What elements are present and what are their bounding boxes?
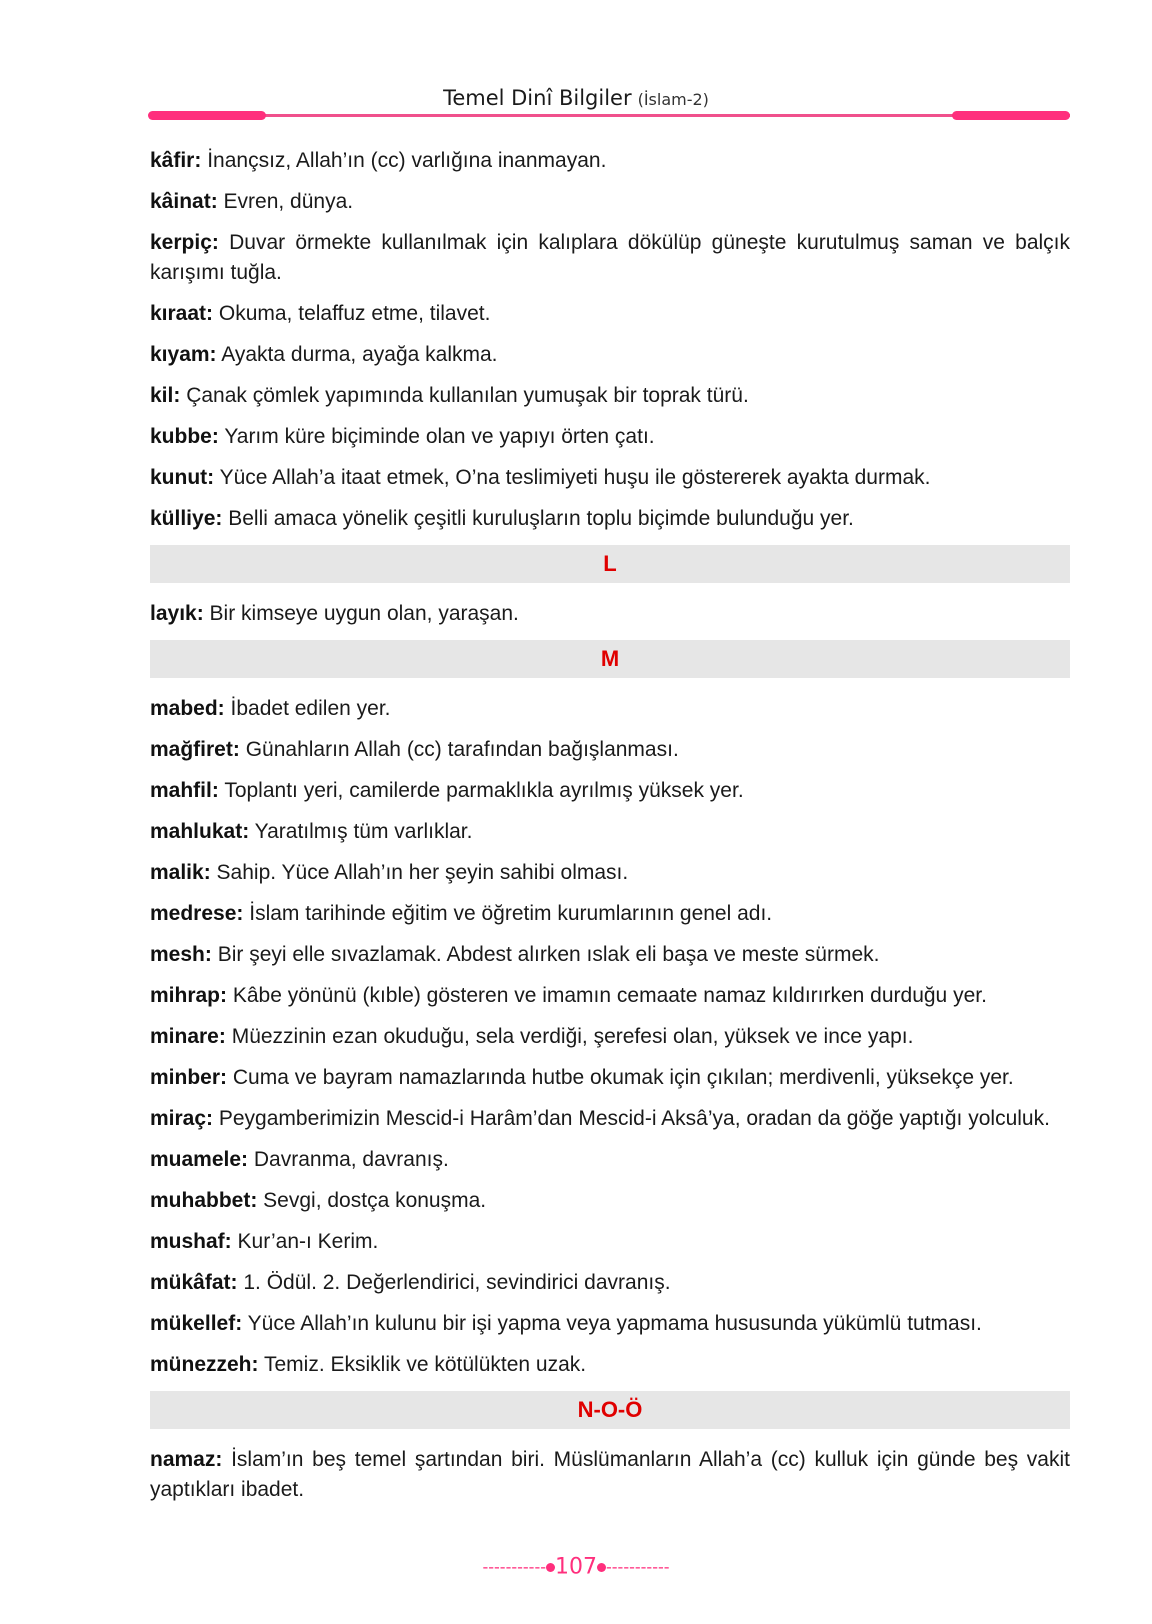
glossary-definition: Okuma, telaffuz etme, tilavet. — [218, 302, 491, 325]
glossary-entry — [150, 1445, 1070, 1505]
glossary-definition: Yarım küre biçiminde olan ve yapıyı örten çatı. — [224, 425, 655, 448]
glossary-entry — [150, 1063, 1070, 1093]
glossary-entry — [150, 1104, 1070, 1134]
glossary-term: muamele: — [150, 1148, 249, 1171]
footer-dot-right — [597, 1563, 606, 1572]
glossary-term: layık: — [150, 602, 204, 625]
glossary-entry — [150, 381, 1070, 411]
glossary-definition: Kur’an-ı Kerim. — [237, 1230, 379, 1253]
glossary-entry — [150, 981, 1070, 1011]
section-header: N-O-Ö — [150, 1391, 1070, 1429]
glossary-entry — [150, 340, 1070, 370]
glossary-term: mükellef: — [150, 1312, 243, 1335]
glossary-entry — [150, 146, 1070, 176]
glossary-entry — [150, 1145, 1070, 1175]
glossary-term: kıyam: — [150, 343, 217, 366]
glossary-term: mükâfat: — [150, 1271, 238, 1294]
glossary-term: münezzeh: — [150, 1353, 259, 1376]
glossary-content — [150, 146, 1070, 1516]
glossary-term: kerpiç: — [150, 231, 219, 254]
glossary-term: kâinat: — [150, 190, 218, 213]
glossary-term: külliye: — [150, 507, 223, 530]
glossary-definition: Bir şeyi elle sıvazlamak. Abdest alırken ıslak eli başa ve meste sürmek. — [217, 943, 880, 966]
glossary-definition: Ayakta durma, ayağa kalkma. — [221, 343, 498, 366]
glossary-entry — [150, 228, 1070, 288]
glossary-definition: Toplantı yeri, camilerde parmaklıkla ayrılmış yüksek yer. — [224, 779, 744, 802]
glossary-entry — [150, 694, 1070, 724]
glossary-definition: Yaratılmış tüm varlıklar. — [254, 820, 473, 843]
glossary-definition: Davranma, davranış. — [253, 1148, 449, 1171]
glossary-entry — [150, 1186, 1070, 1216]
header-subtitle: (İslam-2) — [637, 90, 709, 109]
glossary-term: minare: — [150, 1025, 226, 1048]
glossary-definition: Belli amaca yönelik çeşitli kuruluşların toplu biçimde bulunduğu yer. — [228, 507, 854, 530]
glossary-term: mahfil: — [150, 779, 219, 802]
glossary-entry — [150, 776, 1070, 806]
glossary-definition: Yüce Allah’ın kulunu bir işi yapma veya yapmama hususunda yükümlü tutması. — [247, 1312, 982, 1335]
glossary-entry — [150, 463, 1070, 493]
glossary-entry — [150, 940, 1070, 970]
glossary-entry — [150, 504, 1070, 534]
glossary-term: kubbe: — [150, 425, 219, 448]
page-footer — [0, 1554, 1152, 1580]
glossary-definition: Peygamberimizin Mescid-i Harâm’dan Mescid-i Aksâ’ya, oradan da göğe yaptığı yolculuk. — [218, 1107, 1050, 1130]
glossary-entry — [150, 599, 1070, 629]
glossary-definition: İslam tarihinde eğitim ve öğretim kurumlarının genel adı. — [249, 902, 773, 925]
glossary-term: mabed: — [150, 697, 225, 720]
glossary-term: namaz: — [150, 1448, 223, 1471]
footer-dot-left — [546, 1563, 555, 1572]
glossary-term: kâfir: — [150, 149, 202, 172]
glossary-definition: Cuma ve bayram namazlarında hutbe okumak için çıkılan; merdivenli, yüksekçe yer. — [232, 1066, 1014, 1089]
header-pill-left — [148, 111, 266, 120]
glossary-term: mihrap: — [150, 984, 228, 1007]
glossary-definition: Evren, dünya. — [223, 190, 354, 213]
glossary-entry — [150, 187, 1070, 217]
glossary-entry — [150, 1268, 1070, 1298]
glossary-term: kıraat: — [150, 302, 214, 325]
glossary-entry — [150, 1309, 1070, 1339]
glossary-entry — [150, 1350, 1070, 1380]
page-number: 107 — [555, 1554, 597, 1580]
glossary-definition: Temiz. Eksiklik ve kötülükten uzak. — [263, 1353, 587, 1376]
glossary-term: mahlukat: — [150, 820, 250, 843]
glossary-term: minber: — [150, 1066, 228, 1089]
glossary-definition: Sevgi, dostça konuşma. — [263, 1189, 487, 1212]
header-pill-right — [952, 111, 1070, 120]
section-header: M — [150, 640, 1070, 678]
section-header: L — [150, 545, 1070, 583]
glossary-entry — [150, 858, 1070, 888]
glossary-definition: İslam’ın beş temel şartından biri. Müslümanların Allah’a (cc) kulluk için günde beş vakit yaptıkları ibadet. — [150, 1448, 1070, 1501]
glossary-entry — [150, 1022, 1070, 1052]
glossary-definition: Kâbe yönünü (kıble) gösteren ve imamın cemaate namaz kıldırırken durduğu yer. — [232, 984, 987, 1007]
glossary-entry — [150, 1227, 1070, 1257]
glossary-definition: İnançsız, Allah’ın (cc) varlığına inanmayan. — [207, 149, 607, 172]
glossary-term: mushaf: — [150, 1230, 232, 1253]
glossary-definition: Müezzinin ezan okuduğu, sela verdiği, şerefesi olan, yüksek ve ince yapı. — [231, 1025, 914, 1048]
footer-dashes-left: ----------- — [482, 1557, 546, 1577]
glossary-definition: Günahların Allah (cc) tarafından bağışlanması. — [245, 738, 679, 761]
glossary-term: muhabbet: — [150, 1189, 258, 1212]
glossary-definition: Bir kimseye uygun olan, yaraşan. — [209, 602, 519, 625]
glossary-definition: Duvar örmekte kullanılmak için kalıplara dökülüp güneşte kurutulmuş saman ve balçık karışımı tuğla. — [150, 231, 1070, 284]
glossary-term: medrese: — [150, 902, 244, 925]
footer-dashes-right: ----------- — [606, 1557, 670, 1577]
glossary-entry — [150, 817, 1070, 847]
header-title-block — [0, 86, 1152, 110]
header-title: Temel Dinî Bilgiler — [443, 86, 632, 110]
glossary-term: miraç: — [150, 1107, 214, 1130]
glossary-term: kunut: — [150, 466, 215, 489]
glossary-entry — [150, 899, 1070, 929]
glossary-definition: Sahip. Yüce Allah’ın her şeyin sahibi olması. — [216, 861, 629, 884]
glossary-term: mağfiret: — [150, 738, 240, 761]
glossary-term: mesh: — [150, 943, 212, 966]
glossary-term: kil: — [150, 384, 181, 407]
glossary-entry — [150, 422, 1070, 452]
glossary-entry — [150, 299, 1070, 329]
glossary-entry — [150, 735, 1070, 765]
glossary-definition: Çanak çömlek yapımında kullanılan yumuşak bir toprak türü. — [186, 384, 749, 407]
glossary-term: malik: — [150, 861, 211, 884]
glossary-definition: 1. Ödül. 2. Değerlendirici, sevindirici davranış. — [243, 1271, 671, 1294]
header-rule — [150, 114, 1070, 117]
glossary-definition: İbadet edilen yer. — [230, 697, 391, 720]
glossary-definition: Yüce Allah’a itaat etmek, O’na teslimiyeti huşu ile göstererek ayakta durmak. — [219, 466, 931, 489]
